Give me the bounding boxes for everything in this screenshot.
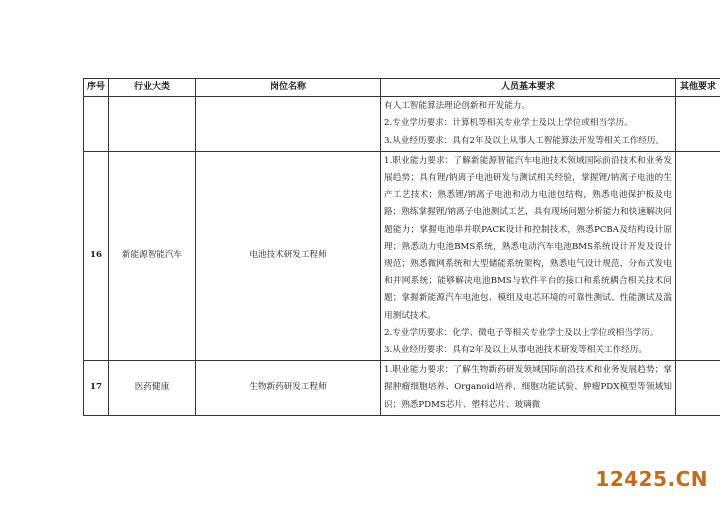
header-other: 其他要求 <box>676 79 720 97</box>
row-other <box>676 361 720 416</box>
row-industry: 新能源智能汽车 <box>109 151 196 360</box>
header-industry: 行业大类 <box>109 79 196 97</box>
table-row <box>84 151 720 360</box>
requirement-line: 1.职业能力要求：了解生物新药研发领域国际前沿技术和业务发展趋势；掌握肿瘤细胞培养、Organoid培养、细胞功能试验、肿瘤PDX模型等领域知识；熟悉PDMS芯片、塑料芯片、玻璃微 <box>384 365 672 410</box>
table-row <box>84 97 720 152</box>
row-requirements <box>381 151 676 360</box>
table-header-row <box>84 79 720 97</box>
row-other <box>676 151 720 360</box>
header-requirements: 人员基本要求 <box>381 79 676 97</box>
table-row <box>84 361 720 416</box>
row-requirements <box>381 97 676 152</box>
requirement-line: 3.从业经历要求：具有2年及以上从事电池技术研发等相关工作经历。 <box>384 345 647 356</box>
row-industry <box>109 97 196 152</box>
row-seq <box>84 97 109 152</box>
requirement-line: 1.职业能力要求：了解新能源智能汽车电池技术领域国际前沿技术和业务发展趋势；具有锂/钠离子电池研发与测试相关经验，掌握锂/钠离子电池的生产工艺技术；熟悉锂/钠离子电池和动力电池包结构，熟悉电池保护板及电路；熟练掌握锂/钠离子电池测试工艺，具有现场问题分析能力和快速解决问题能力；掌握电池串并联PACK设计和控制技术，熟悉PCBA及结构设计原理；熟悉动力电池BMS系统，熟悉电动汽车电池BMS系统设计开发及设计规范；熟悉微网系统和大型储能系统架构，熟悉电气设计规范、分布式发电和并网系统；能够解决电池BMS与软件平台的接口和系统耦合相关技术问题；掌握新能源汽车电池包、模组及电芯环境的可靠性测试、性能测试及滥用测试技术。 <box>384 155 672 321</box>
requirement-line: 2.专业学历要求：化学、微电子等相关专业学士及以上学位或相当学历。 <box>384 327 659 338</box>
row-position: 电池技术研发工程师 <box>196 151 381 360</box>
row-industry: 医药健康 <box>109 361 196 416</box>
requirement-line: 有人工智能算法理论创新和开发能力。 <box>384 101 531 112</box>
row-position: 生物新药研发工程师 <box>196 361 381 416</box>
row-seq: 17 <box>84 361 109 416</box>
site-watermark: 12425.CN <box>595 467 708 491</box>
requirement-line: 2.专业学历要求：计算机等相关专业学士及以上学位或相当学历。 <box>384 118 633 129</box>
requirement-line: 3.从业经历要求：具有2年及以上从事人工智能算法开发等相关工作经历。 <box>384 135 665 146</box>
header-position: 岗位名称 <box>196 79 381 97</box>
requirements-table <box>83 78 720 416</box>
row-seq: 16 <box>84 151 109 360</box>
row-other <box>676 97 720 152</box>
row-position <box>196 97 381 152</box>
row-requirements <box>381 361 676 416</box>
header-seq: 序号 <box>84 79 109 97</box>
